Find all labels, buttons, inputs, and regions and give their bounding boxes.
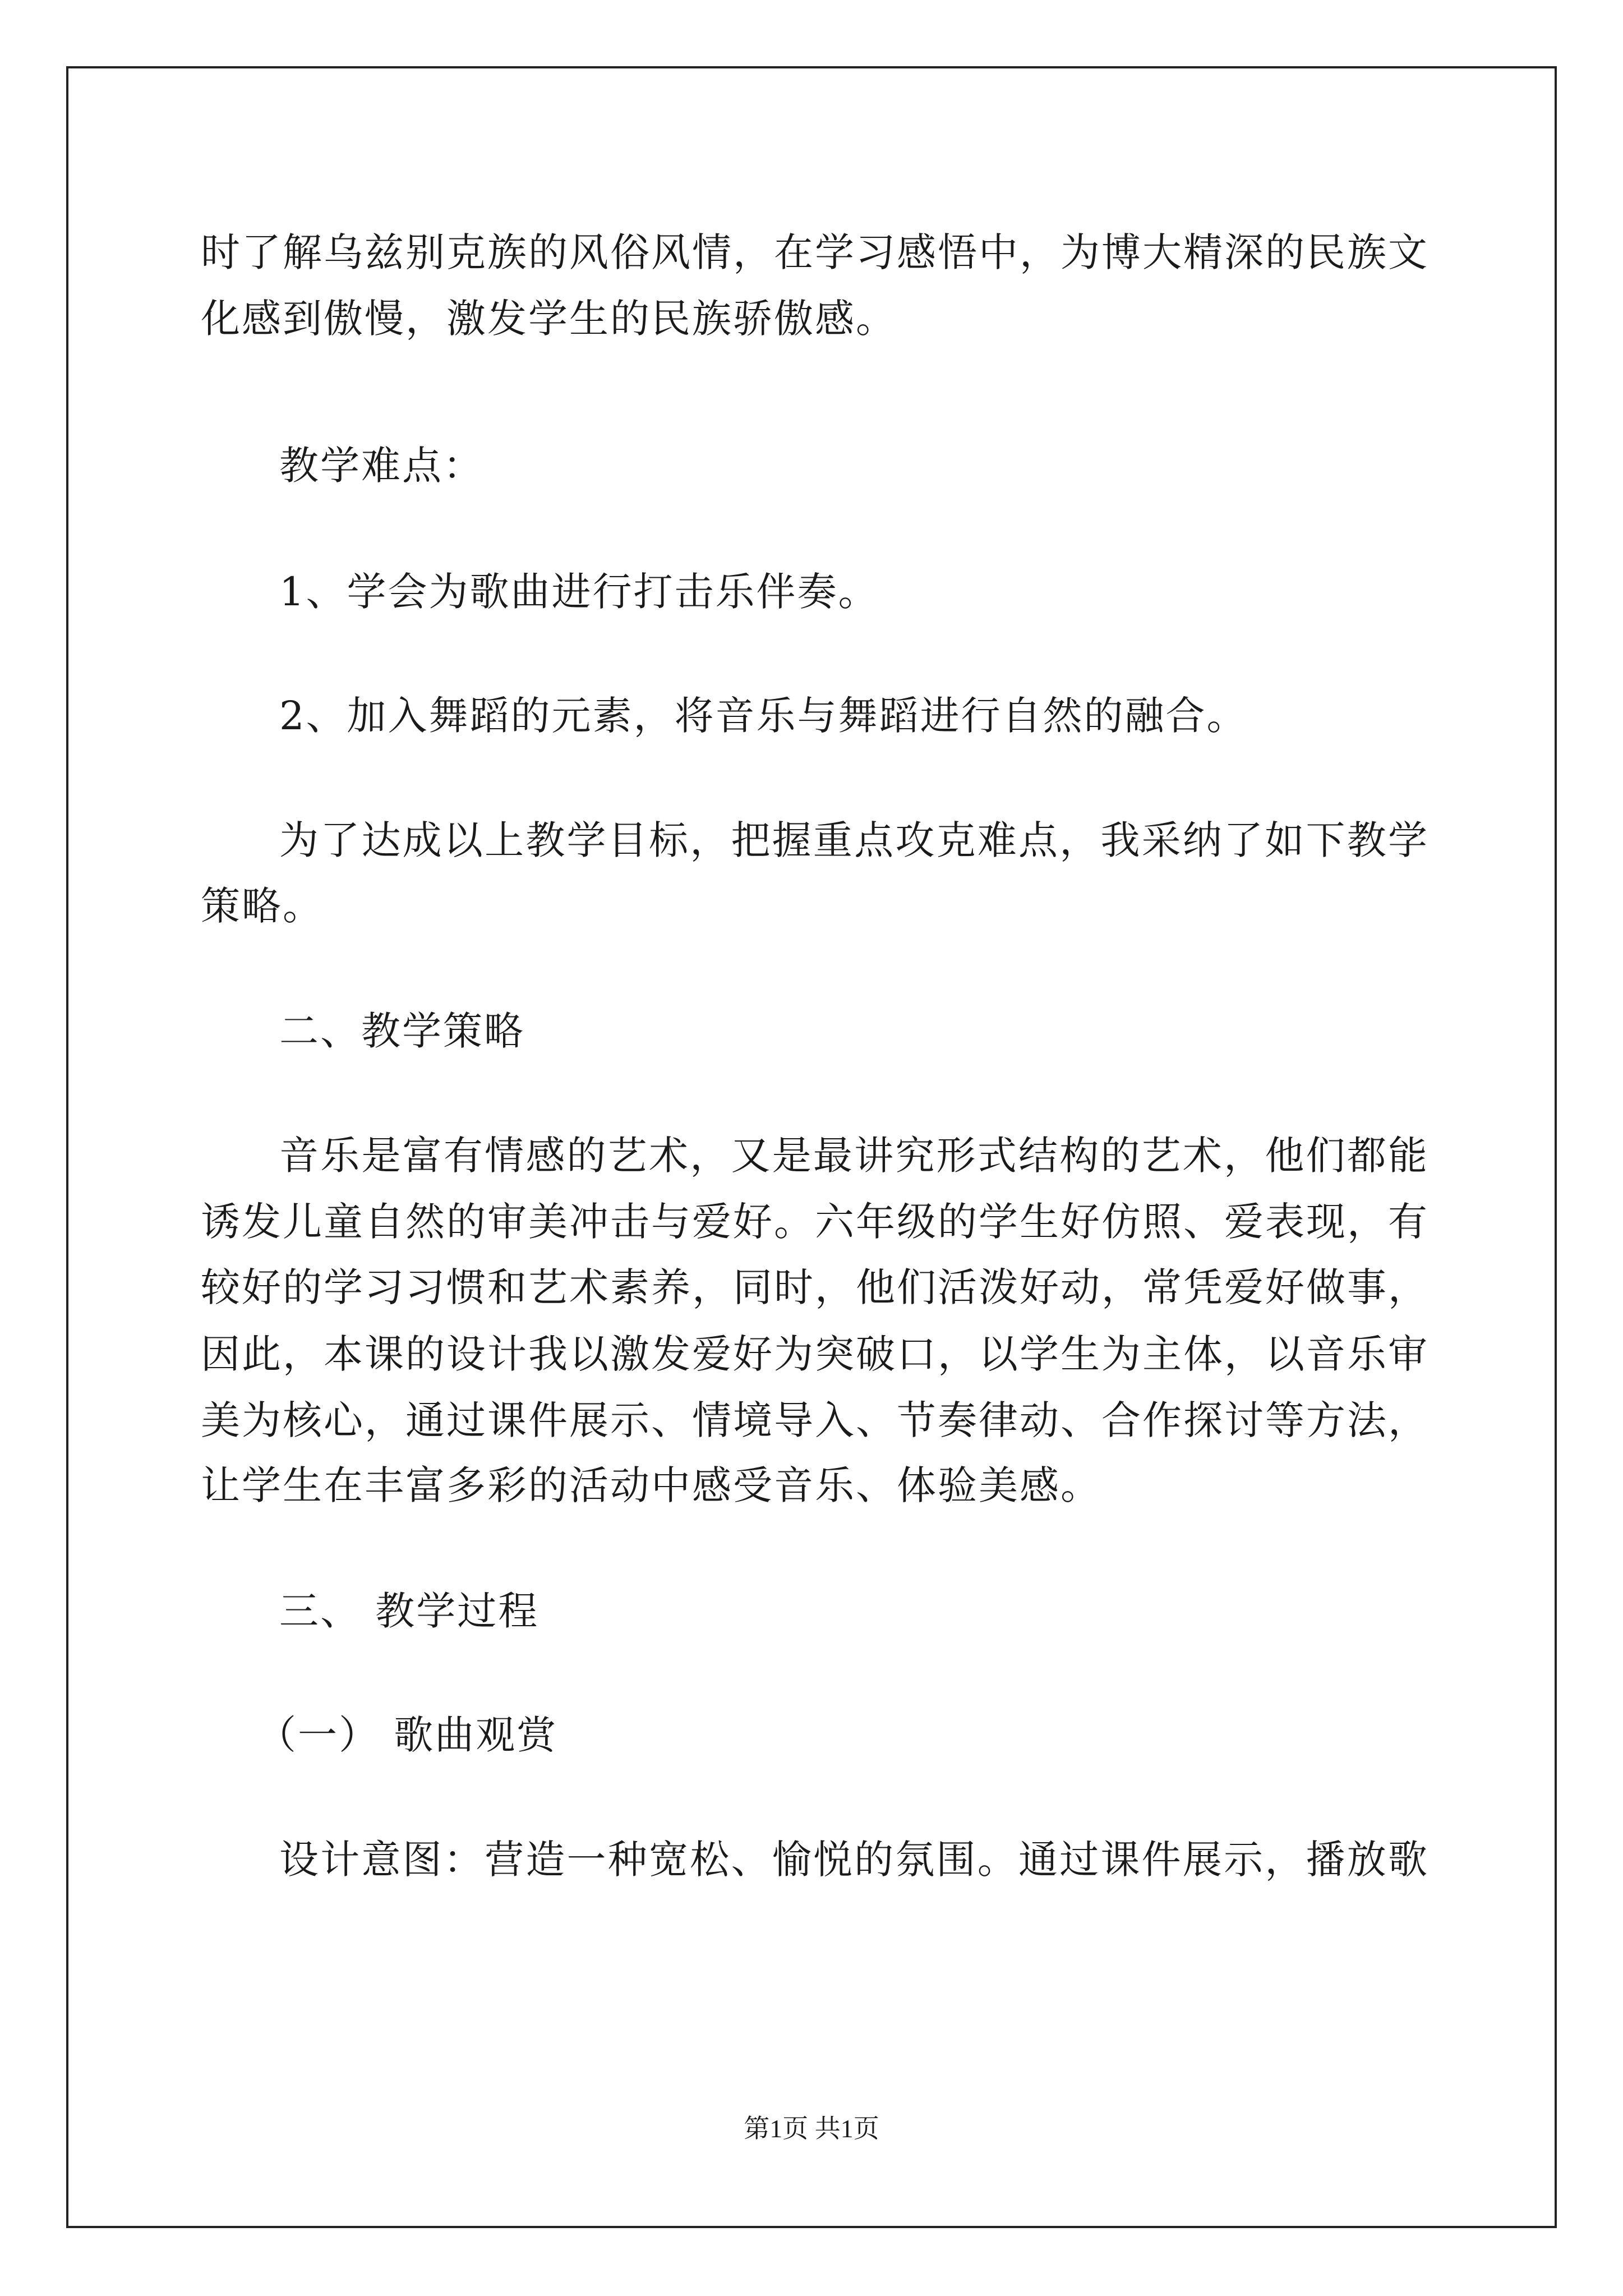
list-item: 1、学会为歌曲进行打击乐伴奏。 [279, 569, 879, 615]
section-heading-process: 三、 教学过程 [279, 1588, 540, 1634]
paragraph-line: 为了达成以上教学目标，把握重点攻克难点，我采纳了如下教学 [279, 817, 1429, 863]
paragraph-line: 时了解乌兹别克族的风俗风情，在学习感悟中，为博大精深的民族文 [201, 229, 1429, 275]
section-heading-strategy: 二、教学策略 [279, 1008, 525, 1054]
paragraph-line: 让学生在丰富多彩的活动中感受音乐、体验美感。 [201, 1462, 1101, 1508]
paragraph-line: 策略。 [201, 883, 324, 929]
subsection-heading: （一） 歌曲观赏 [257, 1712, 558, 1758]
page-number: 第1页 共1页 [744, 2114, 879, 2143]
paragraph-line: 美为核心，通过课件展示、情境导入、节奏律动、合作探讨等方法， [201, 1397, 1429, 1443]
page-footer [0, 2112, 1623, 2146]
paragraph-line: 较好的学习习惯和艺术素养，同时，他们活泼好动，常凭爱好做事， [201, 1264, 1429, 1310]
paragraph-line: 诱发儿童自然的审美冲击与爱好。六年级的学生好仿照、爱表现，有 [201, 1199, 1429, 1245]
paragraph-line: 设计意图：营造一种宽松、愉悦的氛围。通过课件展示，播放歌 [279, 1837, 1429, 1883]
section-heading-difficulties: 教学难点： [279, 443, 484, 489]
paragraph-line: 因此，本课的设计我以激发爱好为突破口，以学生为主体，以音乐审 [201, 1331, 1429, 1377]
paragraph-line: 音乐是富有情感的艺术，又是最讲究形式结构的艺术，他们都能 [279, 1133, 1429, 1179]
list-item: 2、加入舞蹈的元素，将音乐与舞蹈进行自然的融合。 [279, 693, 1248, 739]
paragraph-line: 化感到傲慢，激发学生的民族骄傲感。 [201, 296, 897, 342]
